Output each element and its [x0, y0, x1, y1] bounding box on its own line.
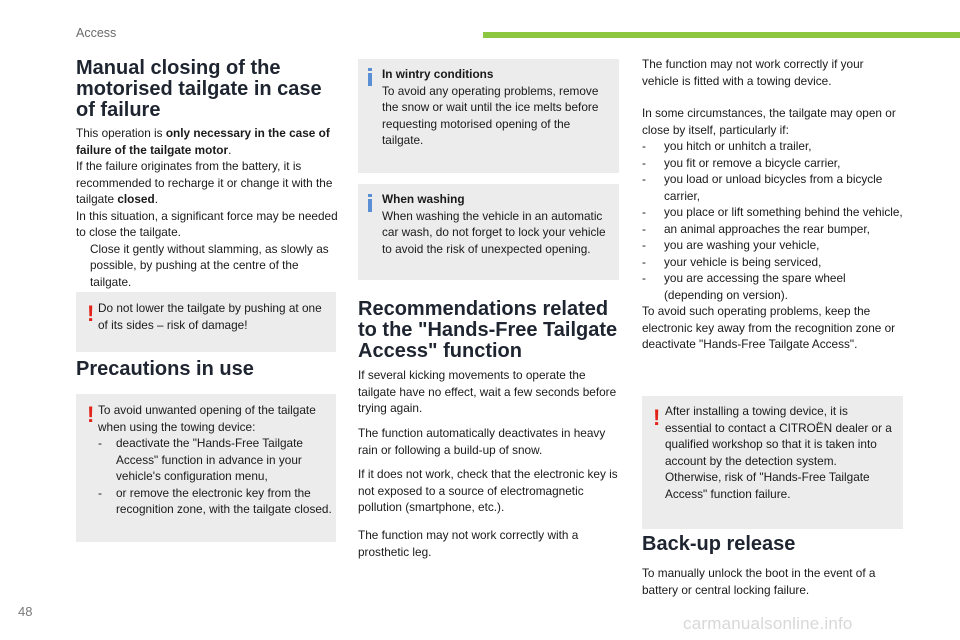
list-item-text: you place or lift something behind the vehicle,	[664, 205, 903, 219]
battery-prefix: If the failure originates from the battery, it is recommended to recharge it or change it with the tailgate	[76, 159, 333, 206]
circumstances-block	[642, 105, 904, 353]
dash-marker: -	[642, 238, 646, 252]
watermark: carmanualsonline.info	[683, 614, 853, 633]
wintry-title: In wintry conditions	[382, 67, 494, 81]
list-item	[642, 204, 904, 221]
list-item	[642, 138, 904, 155]
circumstances-outro: To avoid such operating problems, keep the electronic key away from the recognition zone or deactivate "Hands-Free Tailgate Access".	[642, 304, 896, 351]
warning-box-dealer	[642, 396, 903, 529]
list-item-text: you hitch or unhitch a trailer,	[664, 139, 812, 153]
warning-towing-intro: To avoid unwanted opening of the tailgate when using the towing device:	[98, 403, 316, 434]
section-header: Access	[76, 26, 117, 40]
list-item	[642, 221, 904, 238]
reco-title-line2: to the "Hands-Free Tailgate	[358, 319, 618, 341]
backup-release-text: To manually unlock the boot in the event of a battery or central locking failure.	[642, 566, 876, 597]
warning-damage-text: Do not lower the tailgate by pushing at one of its sides – risk of damage!	[98, 301, 322, 332]
list-item	[98, 435, 332, 485]
manual-closing-title: Manual closing of the motorised tailgate in case of failure	[76, 57, 322, 121]
list-item	[98, 485, 332, 518]
info-box-wintry	[358, 59, 619, 173]
dash-marker: -	[642, 221, 646, 236]
bullet-arrow-icon	[76, 241, 90, 291]
reco-title	[358, 299, 628, 362]
warning-icon: !	[653, 405, 661, 430]
reco-p2: The function automatically deactivates in heavy rain or following a build-up of snow.	[358, 426, 606, 457]
force-paragraph: In this situation, a significant force may be needed to close the tailgate.	[76, 208, 338, 239]
wintry-text: To avoid any operating problems, remove the snow or wait until the ice melts before requesting motorised opening of the tailgate.	[382, 83, 599, 147]
precautions-title: Precautions in use	[76, 358, 254, 380]
page-number: 48	[18, 604, 33, 619]
list-item-text: you load or unload bicycles from a bicycle carrier,	[664, 172, 883, 203]
dash-marker: -	[642, 139, 646, 153]
list-item	[642, 254, 904, 271]
list-item	[642, 237, 904, 254]
list-item-text: you are washing your vehicle,	[664, 238, 820, 252]
reco-title-line3: Access" function	[358, 340, 522, 362]
info-icon	[368, 194, 372, 212]
close-gently-bullet	[76, 241, 338, 291]
warning-towing-text	[98, 402, 332, 518]
list-item-text: your vehicle is being serviced,	[664, 254, 822, 269]
manual-closing-body	[76, 125, 338, 290]
intro-prefix: This operation is	[76, 126, 166, 140]
backup-release-title: Back-up release	[642, 533, 796, 555]
battery-paragraph	[76, 158, 338, 208]
intro-paragraph	[76, 125, 338, 158]
circumstances-intro: In some circumstances, the tailgate may open or close by itself, particularly if:	[642, 106, 896, 137]
list-item-text: you fit or remove a bicycle carrier,	[664, 155, 841, 170]
dash-marker: -	[642, 155, 646, 170]
dash-marker: -	[642, 271, 646, 285]
battery-bold: closed	[117, 192, 155, 206]
list-item-text: deactivate the "Hands-Free Tailgate Access" function in advance in your vehicle's configuration menu,	[116, 436, 303, 483]
reco-p1: If several kicking movements to operate the tailgate have no effect, wait a few seconds before trying again.	[358, 368, 617, 415]
list-item-text: you are accessing the spare wheel (depending on version).	[664, 271, 846, 302]
list-item-text: or remove the electronic key from the recognition zone, with the tailgate closed.	[116, 485, 332, 516]
warning-dealer-text: After installing a towing device, it is essential to contact a CITROËN dealer or a qualified workshop so that it is taken into account by the detection system. Otherwise, risk of "Hands-Free Tailgate Access" function failure.	[665, 404, 892, 501]
info-box-washing	[358, 184, 619, 280]
washing-title: When washing	[382, 192, 465, 206]
info-icon	[368, 68, 372, 86]
list-item	[642, 155, 904, 172]
intro-bold: only necessary in the case of failure of the tailgate motor	[76, 126, 330, 157]
list-item-text: an animal approaches the rear bumper,	[664, 221, 870, 236]
warning-icon: !	[87, 402, 95, 427]
reco-title-line1: Recommendations related	[358, 298, 609, 320]
washing-content	[382, 191, 614, 257]
reco-p4: The function may not work correctly with a prosthetic leg.	[358, 528, 579, 559]
towing-note: The function may not work correctly if your vehicle is fitted with a towing device.	[642, 57, 864, 88]
list-item	[642, 171, 904, 204]
washing-text: When washing the vehicle in an automatic car wash, do not forget to lock your vehicle to avoid the risk of unexpected opening.	[382, 208, 606, 256]
dash-marker: -	[98, 436, 102, 450]
intro-suffix: .	[228, 142, 232, 157]
dash-marker: -	[642, 254, 646, 269]
wintry-content	[382, 66, 612, 149]
battery-suffix: .	[154, 192, 158, 206]
header-accent-bar	[483, 32, 960, 38]
list-item	[642, 270, 904, 303]
dash-marker: -	[642, 205, 646, 219]
warning-box-damage	[76, 292, 336, 352]
dash-marker: -	[98, 485, 102, 500]
warning-icon: !	[87, 301, 95, 326]
reco-p3: If it does not work, check that the electronic key is not exposed to a source of electromagnetic pollution (smartphone, etc.).	[358, 467, 618, 514]
dash-marker: -	[642, 172, 646, 186]
bullet-text: Close it gently without slamming, as slowly as possible, by pushing at the centre of the tailgate.	[90, 241, 329, 289]
warning-box-towing	[76, 394, 336, 542]
